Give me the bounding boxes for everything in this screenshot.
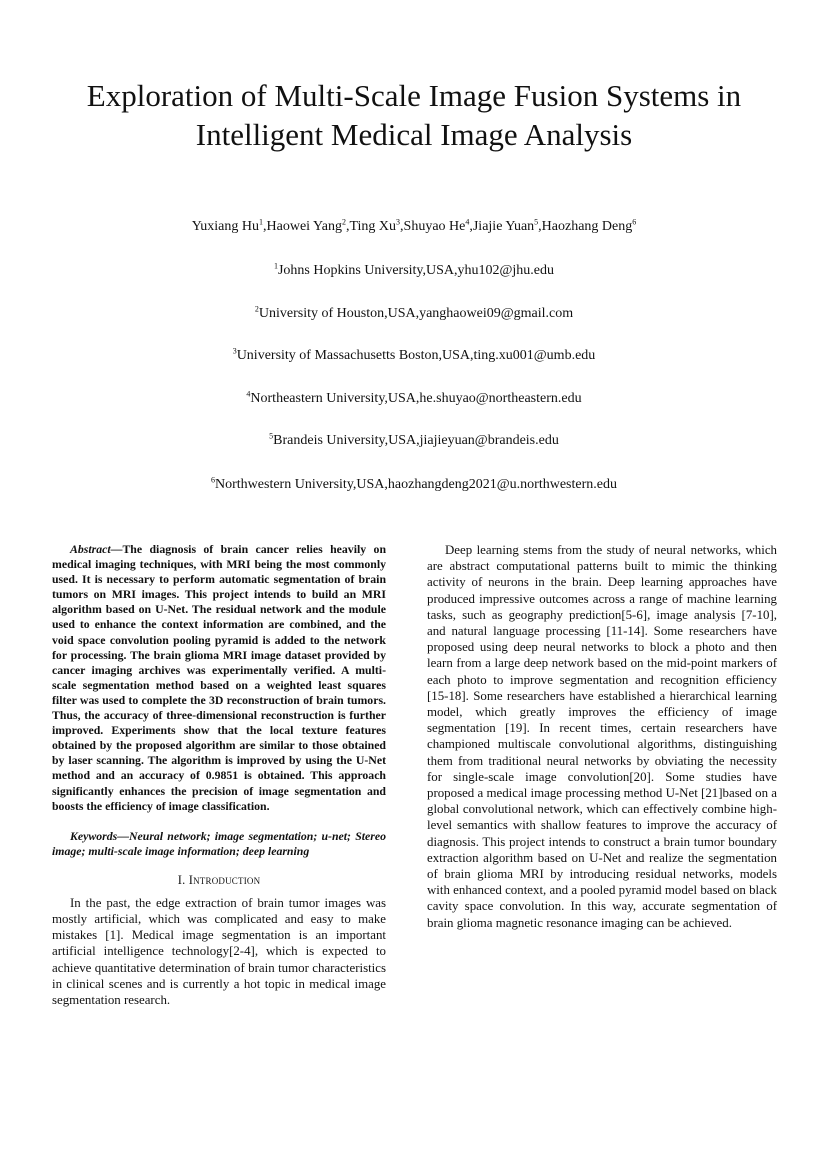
right-column xyxy=(427,542,777,931)
affiliation-sup: 6 xyxy=(211,475,216,485)
author-name: Yuxiang Hu xyxy=(191,219,260,234)
keywords xyxy=(52,829,386,859)
author-sup: 2 xyxy=(341,217,346,227)
affiliation-sup: 2 xyxy=(254,304,259,314)
title-line-2: Intelligent Medical Image Analysis xyxy=(195,117,633,152)
section-title: Introduction xyxy=(188,872,261,887)
abstract xyxy=(52,542,386,814)
keywords-text: —Neural network; image segmentation; u-net; Stereo image; multi-scale image information; deep learning xyxy=(52,828,386,858)
intro-paragraph-2: Deep learning stems from the study of neural networks, which are abstract computational patterns built to mimic the thinking activity of neurons in the brain. Deep learning approaches have produced impressive outcomes across a range of machine learning tasks, such as geography prediction[5-6], image analysis [7-10], and natural language processing [11-14]. Some researchers have proposed using deep neural networks to block a photo and then learn from a large deep network based on the mid-point markers of each photo to improve segmentation and recognition efficiency [15-18]. Some researchers have established a hierarchical learning model, which greatly improves the efficiency of image segmentation [19]. In recent times, certain researchers have championed multiscale convolutional algorithms, distinguishing them from traditional neural networks by obviating the necessity for single-scale image convolution[20]. Some studies have proposed a medical image processing method U-Net [21]based on a global convolutional network, which can effectively combine high-level semantics with shallow features to improve the accuracy of diagnosis. This project intends to construct a brain tumor boundary extraction algorithm based on U-Net and realize the segmentation of brain glioma MRI by introducing residual networks, models with enhanced context, and a pooled pyramid model based on black cavity space convolution. In this way, accurate segmentation of brain glioma magnetic resonance imaging can be achieved. xyxy=(427,543,777,930)
author-sup: 3 xyxy=(396,217,401,227)
affiliation xyxy=(40,262,788,280)
section-heading xyxy=(52,873,386,889)
affiliation-text: University of Massachusetts Boston,USA,ting.xu001@umb.edu xyxy=(236,348,596,363)
affiliation-text: Northeastern University,USA,he.shuyao@northeastern.edu xyxy=(250,391,582,406)
affiliation-text: Johns Hopkins University,USA,yhu102@jhu.edu xyxy=(277,263,555,278)
author-sup: 4 xyxy=(465,217,470,227)
author-name: Ting Xu xyxy=(349,219,397,234)
keywords-label: Keywords xyxy=(70,828,118,843)
affiliation-text: University of Houston,USA,yanghaowei09@gmail.com xyxy=(258,306,574,321)
affiliation-sup: 1 xyxy=(273,261,278,271)
author-list: Yuxiang Hu$^1$,Haowei Yang$^2$,Ting Xu$^3$,Shuyao He$^4$,Jiajie Yuan$^5$,Haozhang Deng$^6$ xyxy=(191,217,637,234)
affiliation xyxy=(40,305,788,323)
affiliation-text: Northwestern University,USA,haozhangdeng2021@u.northwestern.edu xyxy=(215,477,617,492)
affiliation xyxy=(40,476,788,494)
author-name: Jiajie Yuan xyxy=(472,219,535,234)
abstract-label: Abstract xyxy=(70,542,111,556)
affiliation xyxy=(40,432,788,450)
affiliation xyxy=(40,390,788,408)
section-number: I. xyxy=(177,872,186,887)
author-sup: 6 xyxy=(632,217,637,227)
intro-paragraph-1: In the past, the edge extraction of brain tumor images was mostly artificial, which was complicated and easy to make mistakes [1]. Medical image segmentation is an important artificial intelligence technology[2-4], which is expected to achieve quantitative determination of brain tumor characteristics in clinical scenes and is currently a hot topic in medical image segmentation research. xyxy=(52,895,386,1007)
left-column xyxy=(52,542,386,1008)
author-sup: 1 xyxy=(259,217,264,227)
author-sup: 5 xyxy=(534,217,539,227)
author-name: Shuyao He xyxy=(403,219,466,234)
affiliation-sup: 3 xyxy=(232,346,237,356)
author-name: Haowei Yang xyxy=(266,219,342,234)
affiliation-sup: 4 xyxy=(246,389,251,399)
affiliation-sup: 5 xyxy=(269,431,274,441)
affiliation xyxy=(40,347,788,365)
paper-title xyxy=(40,76,788,154)
title-line-1: Exploration of Multi-Scale Image Fusion Systems in xyxy=(86,78,742,113)
affiliation-text: Brandeis University,USA,jiajieyuan@brandeis.edu xyxy=(273,433,559,448)
author-name: Haozhang Deng xyxy=(541,219,633,234)
abstract-text: —The diagnosis of brain cancer relies heavily on medical imaging techniques, with MRI being the most commonly used. It is necessary to perform automatic segmentation of brain tumors on MRI images. This project intends to build an MRI algorithm based on U-Net. The residual network and the module used to enhance the context information are combined, and the void space convolution pooling pyramid is added to the network for processing. The brain glioma MRI image dataset provided by cancer imaging archives was experimentally verified. A multi-scale segmentation method based on a weighted least squares filter was used to complete the 3D reconstruction of brain tumors. Thus, the accuracy of three-dimensional reconstruction is further improved. Experiments show that the local texture features obtained by the proposed algorithm are similar to those obtained by laser scanning. The algorithm is improved by using the U-Net method and an accuracy of 0.9851 is obtained. This approach significantly enhances the precision of image segmentation and boosts the efficiency of image classification. xyxy=(52,542,386,813)
